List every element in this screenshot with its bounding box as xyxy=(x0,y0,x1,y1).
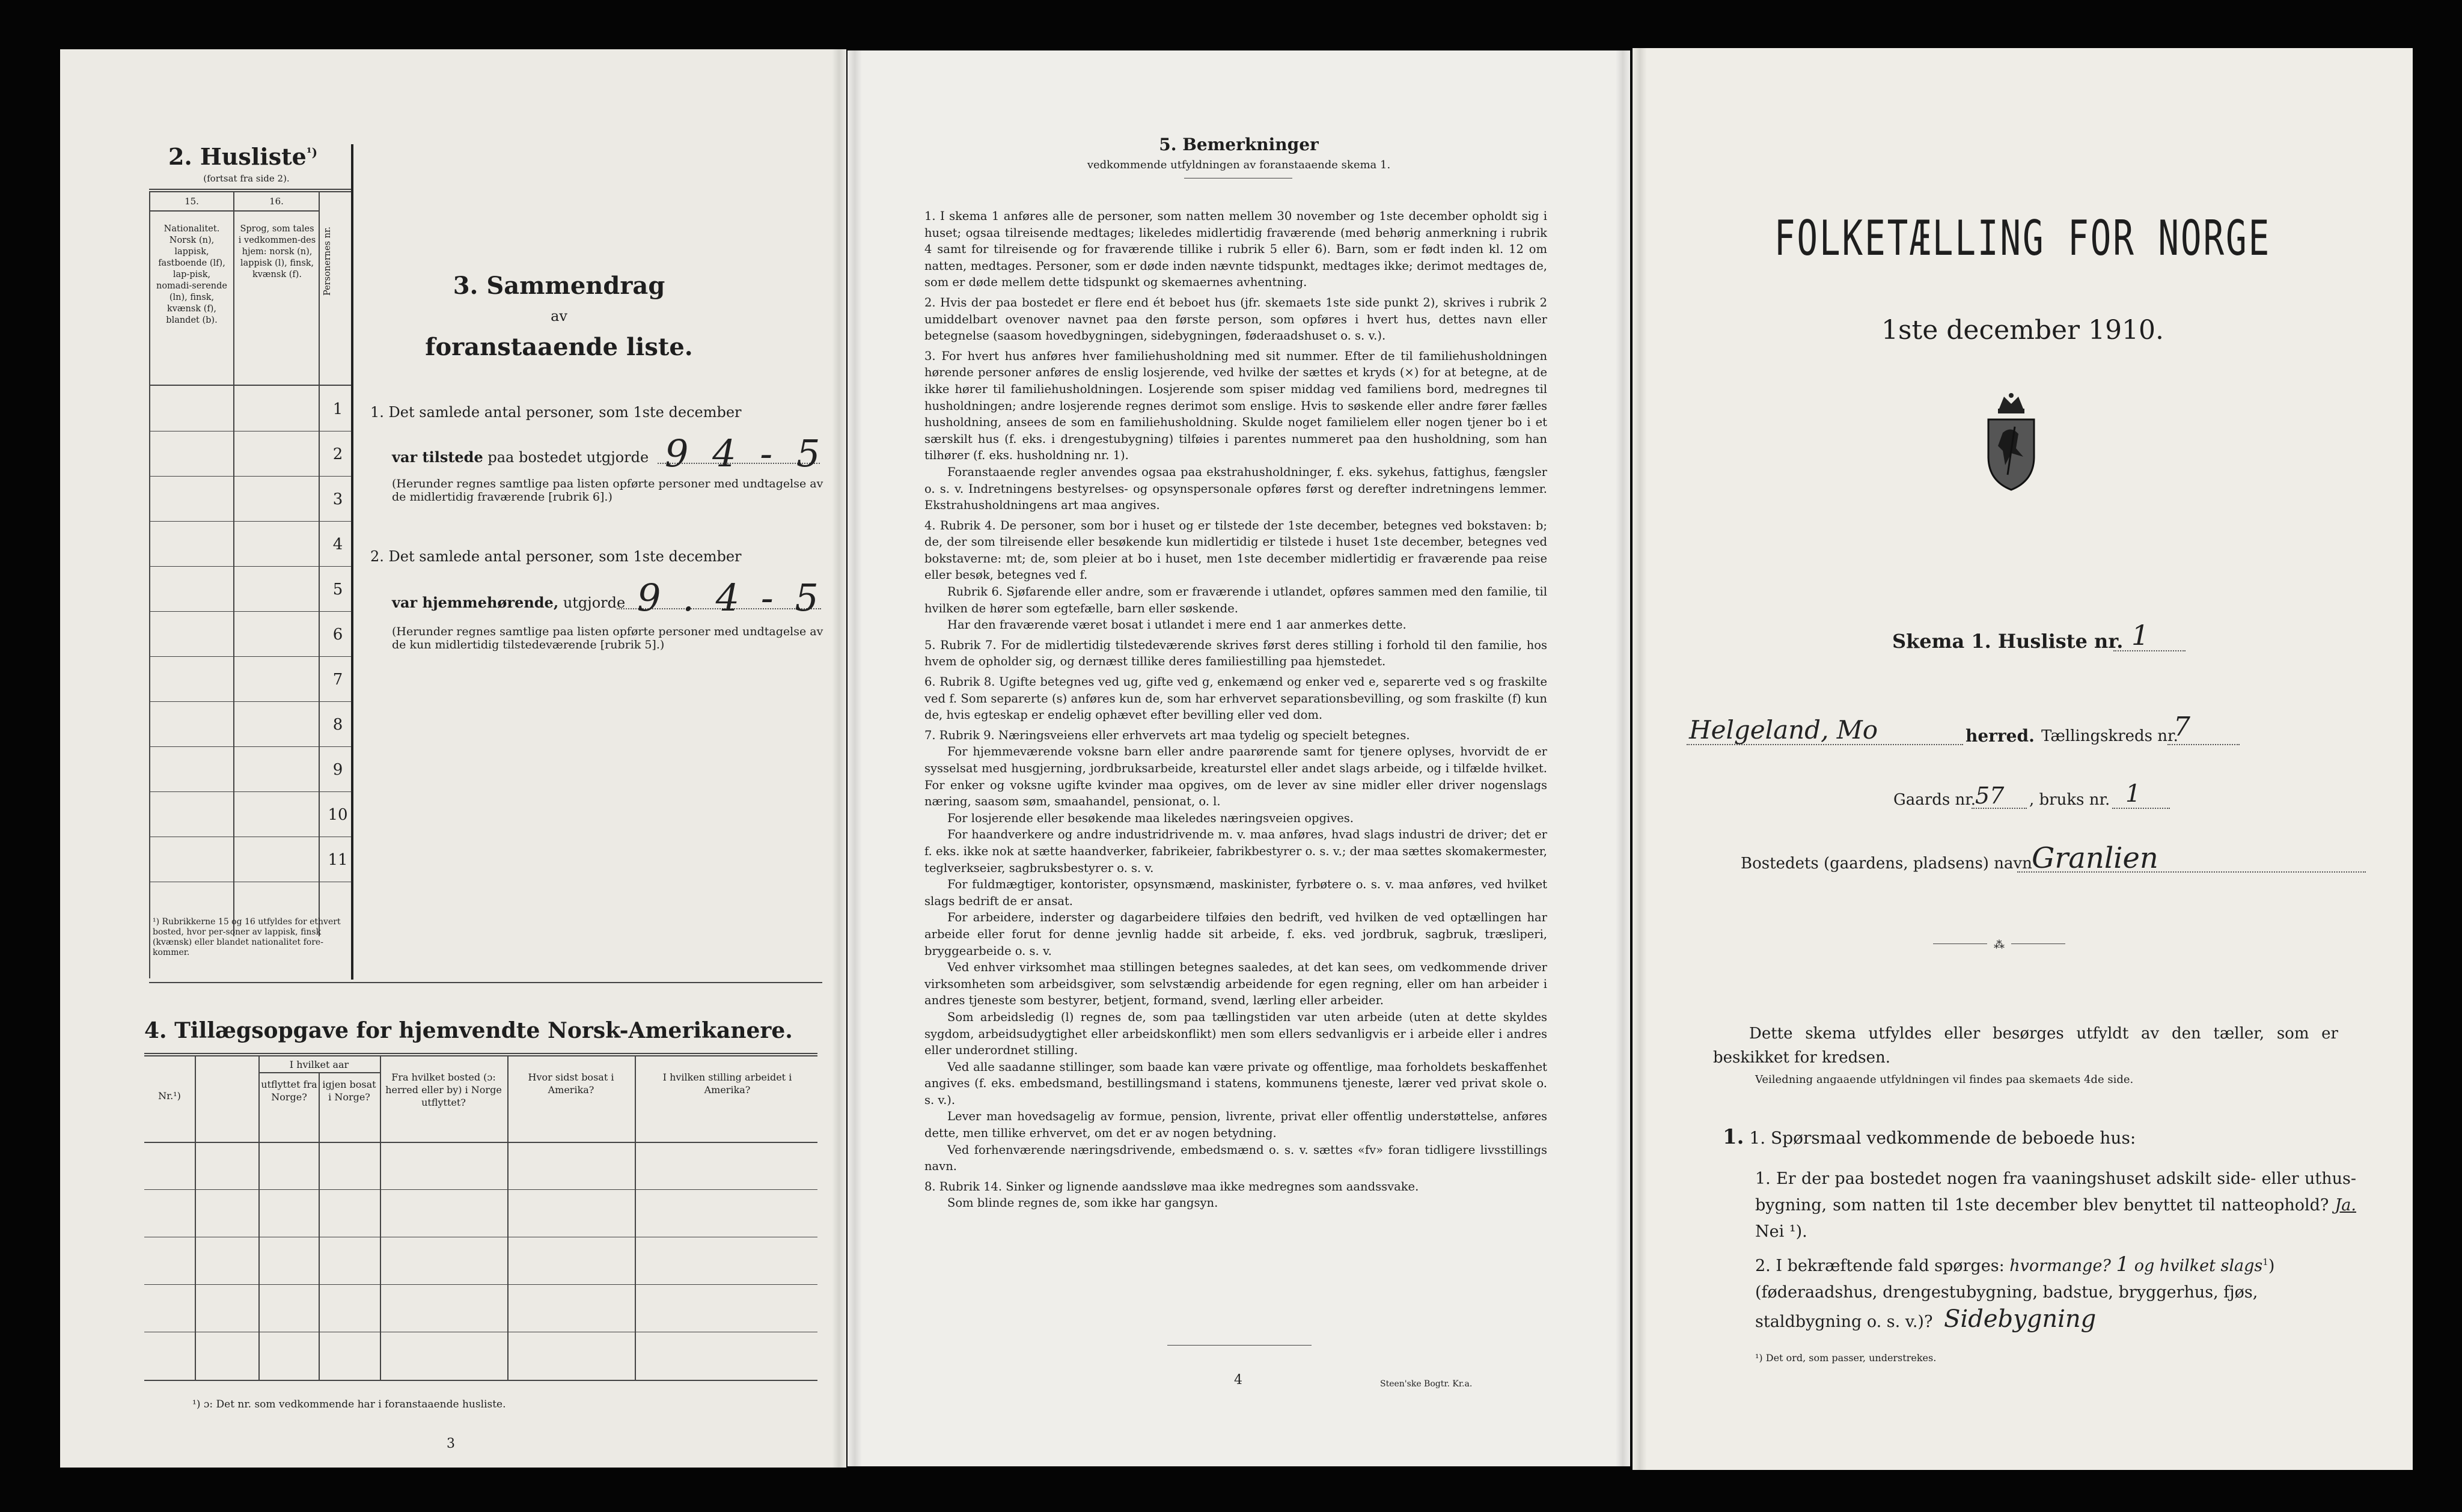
table-rule xyxy=(144,1142,817,1143)
coat-of-arms-icon xyxy=(1975,391,2047,493)
col15-number: 15. xyxy=(185,196,199,207)
row-number: 9 xyxy=(332,761,343,779)
dotted-line xyxy=(2113,650,2186,651)
remark-paragraph: 2. Hvis der paa bostedet er flere end ét beboet hus (jfr. skemaets 1ste side punkt 2), skrives i rubrik 2 umiddelbart ovenover navnet paa den første person, som opføres i hvert hus, dettes navn eller betegnelse (saasom hovedbygningen, sidebygningen, føderaadshuset o. s. v.). xyxy=(924,295,1547,343)
sammendrag-item2-line1: 2. Det samlede antal personer, som 1ste december xyxy=(370,548,742,565)
bemerkninger-subtitle: vedkommende utfyldningen av foranstaaende skema 1. xyxy=(1087,159,1391,171)
page-fold-shadow xyxy=(832,49,846,1468)
bruks-label: , bruks nr. xyxy=(2029,791,2110,809)
table-rule xyxy=(144,1055,817,1056)
table-row-rule xyxy=(149,611,351,612)
table-row-rule xyxy=(149,791,351,792)
page-right xyxy=(1633,48,2413,1470)
printer-mark: Steen'ske Bogtr. Kr.a. xyxy=(1380,1379,1473,1389)
table-rule xyxy=(144,1053,817,1054)
remark-paragraph: 4. Rubrik 4. De personer, som bor i huset og er tilstede der 1ste december, betegnes ved bokstaven: b; de, der som tilreisende eller besøkende kun midlertidig er tilstede i huset 1ste december, betegnes ved bokstaverne: mt; de, som pleier at bo i huset, men 1ste december midlertidig er fraværende paa reise eller besøk, betegnes ved f. xyxy=(924,518,1547,582)
tillaeg-title: 4. Tillægsopgave for hjemvendte Norsk-Amerikanere. xyxy=(144,1018,793,1043)
remark-paragraph: For arbeidere, inderster og dagarbeidere tilføies den bedrift, ved hvilken de ved optællingen har arbeide eller forut for denne jevnlig hadde sit arbeide, f. eks. ved jordbruk, sagbruk, træsliperi, bryggearbeide o. s. v. xyxy=(924,910,1547,958)
tillaeg-col-nr: Nr.¹) xyxy=(158,1090,181,1102)
section-divider xyxy=(149,982,822,983)
row-number: 11 xyxy=(328,851,348,869)
table-border-left xyxy=(149,191,150,978)
table-rule xyxy=(149,189,351,190)
husliste-title: 2. Husliste$^{^1)}$ xyxy=(168,143,318,170)
table-col-divider xyxy=(507,1055,509,1380)
page-fold-shadow xyxy=(1633,48,1647,1470)
tilstede-value: 9 4 - 5 xyxy=(665,431,826,475)
table-col-divider xyxy=(635,1055,636,1380)
question-heading: 1. 1. Spørsmaal vedkommende de beboede hus: xyxy=(1723,1125,2136,1149)
sammendrag-item2-note: (Herunder regnes samtlige paa listen opførte personer med undtagelse av de kun midlertidig tilstedeværende [rubrik 5].) xyxy=(392,625,823,651)
question-1: 1. Er der paa bostedet nogen fra vaaningshuset adskilt side- eller uthus-bygning, som natten til 1ste december blev benyttet til natteophold? Ja. Nei ¹). xyxy=(1755,1169,2356,1241)
remark-paragraph: Rubrik 6. Sjøfarende eller andre, som er fraværende i utlandet, opføres sammen med den familie, til hvilken de hører som egtefælle, barn eller søskende. xyxy=(924,585,1547,615)
q2-answer: Sidebygning xyxy=(1944,1305,2097,1333)
table-col-divider xyxy=(258,1055,260,1380)
table-row-rule xyxy=(149,476,351,477)
table-col-divider xyxy=(233,191,234,936)
table-rule xyxy=(149,385,351,386)
remark-paragraph: For fuldmægtiger, kontorister, opsynsmænd, maskinister, fyrbøtere o. s. v. maa anføres, ved hvilket slags bedrift de er ansat. xyxy=(924,877,1547,908)
bruks-value: 1 xyxy=(2125,780,2141,808)
bosted-value: Granlien xyxy=(2032,841,2158,875)
remark-paragraph: Ved alle saadanne stillinger, som baade kan være private og offentlige, maa forholdets beskaffenhet angives (f. eks. embedsmand, bestillingsmand i statens, kommunens tjeneste, lærer ved privat skole o. s. v.). xyxy=(924,1059,1547,1107)
remark-paragraph: For hjemmeværende voksne barn eller andre paarørende samt for tjenere oplyses, hvorvidt de er sysselsat med husgjerning, jordbruksarbeide, kreaturstel eller andet slags arbeide, og i tilfælde hvilket. For enker og voksne ugifte kvinder maa opgives, om de lever av sine midler eller driver nogenslags næring, saasom søm, smaahandel, pensionat, o. l. xyxy=(924,745,1547,809)
row-number: 7 xyxy=(332,671,343,689)
table-border-right xyxy=(351,144,353,980)
page-fold-shadow xyxy=(848,50,862,1466)
table-rule xyxy=(149,210,319,212)
remark-paragraph: Lever man hovedsagelig av formue, pension, livrente, privat eller offentlig understøttelse, anføres dette, men tillike erhvervet, om det er av nogen betydning. xyxy=(924,1109,1547,1141)
table-row-rule xyxy=(149,701,351,702)
tillaeg-col-igjen: igjen bosat i Norge? xyxy=(322,1079,376,1103)
tillaeg-col-utflyttet: utflyttet fra Norge? xyxy=(261,1079,317,1103)
hjemmehorende-value: 9 . 4 - 5 xyxy=(637,576,823,620)
sammendrag-item1-line1: 1. Det samlede antal personer, som 1ste december xyxy=(370,404,742,421)
page-fold-shadow xyxy=(1616,50,1630,1466)
gaards-value: 57 xyxy=(1975,782,2005,809)
dotted-line xyxy=(2112,808,2170,809)
census-date: 1ste december 1910. xyxy=(1881,315,2164,346)
remark-paragraph: 5. Rubrik 7. For de midlertidig tilstedeværende skrives først deres stilling i forhold til den familie, hos hvem de opholder sig, og dernæst tillike deres familiestilling paa hjemstedet. xyxy=(924,638,1547,669)
kreds-label: Tællingskreds nr. xyxy=(2041,727,2178,745)
page-middle xyxy=(848,50,1630,1466)
table-row-rule xyxy=(149,521,351,522)
remark-paragraph: 7. Rubrik 9. Næringsveiens eller erhvervets art maa tydelig og specielt betegnes. xyxy=(924,728,1410,742)
tillaeg-col-stilling: I hvilken stilling arbeidet i Amerika? xyxy=(662,1072,792,1096)
tillaeg-col-amerika: Hvor sidst bosat i Amerika? xyxy=(528,1072,614,1096)
remark-paragraph: Som blinde regnes de, som ikke har gangsyn. xyxy=(947,1196,1218,1210)
row-number: 10 xyxy=(328,806,348,824)
table-rule xyxy=(149,191,351,192)
page-number: 4 xyxy=(1234,1373,1242,1388)
veiledning-text: Veiledning angaaende utfyldningen vil findes paa skemaets 4de side. xyxy=(1755,1073,2134,1086)
row-number: 2 xyxy=(332,445,343,463)
dotted-line xyxy=(1687,744,1963,745)
ornament-icon: ⁂ xyxy=(1987,939,2011,951)
dotted-line xyxy=(2167,744,2240,745)
table-rule xyxy=(258,1072,380,1073)
herred-value: Helgeland, Mo xyxy=(1689,715,1878,745)
sammendrag-item1-note: (Herunder regnes samtlige paa listen opførte personer med undtagelse av de midlertidig fraværende [rubrik 6].) xyxy=(392,477,823,504)
remark-paragraph: 8. Rubrik 14. Sinker og lignende aandssløve maa ikke medregnes som aandssvake. xyxy=(924,1179,1419,1193)
sammendrag-item2-line2: var hjemmehørende, utgjorde xyxy=(392,594,626,611)
table-rule xyxy=(144,1380,817,1381)
col16-number: 16. xyxy=(269,196,284,207)
end-rule xyxy=(1167,1345,1312,1346)
gaards-label: Gaards nr. xyxy=(1893,791,1976,809)
husliste-subtitle: (fortsat fra side 2). xyxy=(203,173,290,184)
census-title: FOLKETÆLLING FOR NORGE xyxy=(1774,210,2271,266)
herred-label: herred. xyxy=(1966,726,2035,746)
col17-header: Personernes nr. xyxy=(323,227,332,296)
husliste-nr-value: 1 xyxy=(2131,619,2149,651)
sammendrag-subtitle: foranstaaende liste. xyxy=(425,333,693,361)
kreds-value: 7 xyxy=(2173,712,2190,742)
remark-paragraph: 1. I skema 1 anføres alle de personer, som natten mellem 30 november og 1ste december opholdt sig i huset; ogsaa tilreisende medtages; likeledes midlertidig fraværende (med behørig anmerkning i rubrik 4 samt for tilreisende og for fraværende tillike i rubrik 5 eller 6). Barn, som er født inden kl. 12 om natten, medtages. Personer, som er døde inden nævnte tidspunkt, medtages ikke; derimot medtages de, som er døde mellem dette tidspunkt og skemaernes avhentning. xyxy=(924,209,1547,290)
cover-footnote: ¹) Det ord, som passer, understrekes. xyxy=(1755,1352,1937,1364)
tillaeg-col-year-group: I hvilket aar xyxy=(289,1059,349,1070)
table-col-divider xyxy=(195,1055,196,1380)
table-row-rule xyxy=(149,746,351,747)
row-number: 8 xyxy=(332,716,343,734)
row-number: 1 xyxy=(332,400,343,418)
table-row-rule xyxy=(149,566,351,567)
husliste-footnote: ¹) Rubrikkerne 15 og 16 utfyldes for ethvert bosted, hvor per-soner av lappisk, finsk (kvænsk) eller blandet nationalitet fore-kommer. xyxy=(153,917,341,957)
col16-header: Sprog, som tales i vedkommen-des hjem: norsk (n), lappisk (l), finsk, kvænsk (f). xyxy=(238,224,316,279)
row-number: 4 xyxy=(332,535,343,553)
remark-paragraph: 6. Rubrik 8. Ugifte betegnes ved ug, gifte ved g, enkemænd og enker ved e, separerte ved s og fraskilte ved f. Som separerte (s) anføres kun de, som har erhvervet separationsbevilling, og som fraskilte (f) kun de, hvis egteskap er endelig ophævet efter bevilling eller ved dom. xyxy=(924,675,1547,722)
tillaeg-footnote: ¹) ɔ: Det nr. som vedkommende har i foranstaaende husliste. xyxy=(192,1398,506,1410)
table-row-rule xyxy=(144,1189,817,1190)
row-number: 5 xyxy=(332,581,343,599)
row-number: 3 xyxy=(332,490,343,508)
remark-paragraph: Foranstaaende regler anvendes ogsaa paa ekstrahusholdninger, f. eks. sykehus, fattighus, fængsler o. s. v. Indretningens bestyrelses- og opsynspersonale opføres først og derefter indretningens lemmer. Ekstrahusholdningens art maa angives. xyxy=(924,465,1547,513)
sammendrag-title: 3. Sammendrag xyxy=(453,272,665,300)
tillaeg-col-bosted: Fra hvilket bosted (ɔ: herred eller by) i Norge utflyttet? xyxy=(385,1072,502,1108)
remark-paragraph: Ved forhenværende næringsdrivende, embedsmænd o. s. v. sættes «fv» foran tidligere livsstillings navn. xyxy=(924,1142,1547,1174)
skema-label: Skema 1. Husliste nr. xyxy=(1892,630,2124,653)
table-col-divider xyxy=(319,191,320,936)
col15-header: Nationalitet. Norsk (n), lappisk, fastboende (lf), lap-pisk, nomadi-serende (ln), finsk, kvænsk (f), blandet (b). xyxy=(156,224,228,325)
question-2: 2. I bekræftende fald spørges: hvormange? 1 og hvilket slags$^1$) (føderaadshus, drengestubygning, badstue, bryggerhus, fjøs, staldbygning o. s. v.)? Sidebygning xyxy=(1755,1252,2275,1333)
remark-paragraph: 3. For hvert hus anføres hver familiehusholdning med sit nummer. Efter de til familiehusholdningen hørende personer anføres de enslig losjerende, ved hvilke der sættes et kryds (×) for at betegne, at de ikke hører til familiehusholdningen. Losjerende som spiser middag ved familiens bord, medregnes til husholdningen; andre losjerende regnes derimot som enslige. Hvis to søskende eller andre fører fælles husholdning, ansees de som en familiehusholdning. Skulde noget familielem eller nogen tjener bo i et særskilt hus (f. eks. i drengestubygning) tilføies i parentes nummeret paa den husholdning, som han tilhører (f. eks. husholdning nr. 1). xyxy=(924,349,1547,463)
remark-paragraph: Ved enhver virksomhet maa stillingen betegnes saaledes, at det kan sees, om vedkommende driver virksomheten som arbeidsgiver, som selvstændig arbeidende for egen regning, eller om han arbeider i andres tjeneste som bestyrer, betjent, formand, svend, lærling eller arbeider. xyxy=(924,960,1547,1008)
remarks-body xyxy=(924,208,1547,1212)
page-left xyxy=(60,49,846,1468)
bemerkninger-title: 5. Bemerkninger xyxy=(1159,135,1319,154)
sammendrag-item1-line2: var tilstede paa bostedet utgjorde xyxy=(392,448,649,466)
table-row-rule xyxy=(149,656,351,657)
page-number: 3 xyxy=(447,1436,455,1451)
table-col-divider xyxy=(380,1055,381,1380)
intro-text: Dette skema utfyldes eller besørges utfyldt av den tæller, som er beskikket for kredsen. xyxy=(1713,1025,2338,1067)
remark-paragraph: For losjerende eller besøkende maa likeledes næringsveien opgives. xyxy=(947,811,1354,825)
table-row-rule xyxy=(144,1284,817,1285)
row-number: 6 xyxy=(332,626,343,644)
bosted-label: Bostedets (gaardens, pladsens) navn xyxy=(1741,855,2032,873)
table-col-divider xyxy=(319,1073,320,1380)
remark-paragraph: Som arbeidsledig (l) regnes de, som paa tællingstiden var uten arbeide (uten at dette skyldes sygdom, arbeidsudygtighet eller arbeidskonflikt) men som ellers sedvanligvis er i arbeide eller i andres eller underordnet stilling. xyxy=(924,1010,1547,1058)
remark-paragraph: Har den fraværende været bosat i utlandet i mere end 1 aar anmerkes dette. xyxy=(947,618,1407,632)
remark-paragraph: For haandverkere og andre industridrivende m. v. maa anføres, hvad slags industri de driver; det er f. eks. ikke nok at sætte haandverker, fabrikeier, fabrikbestyrer o. s. v.; der maa sættes skomakermester, teglverkseier, sagbruksbestyrer o. s. v. xyxy=(924,828,1547,875)
sammendrag-av: av xyxy=(551,308,567,325)
